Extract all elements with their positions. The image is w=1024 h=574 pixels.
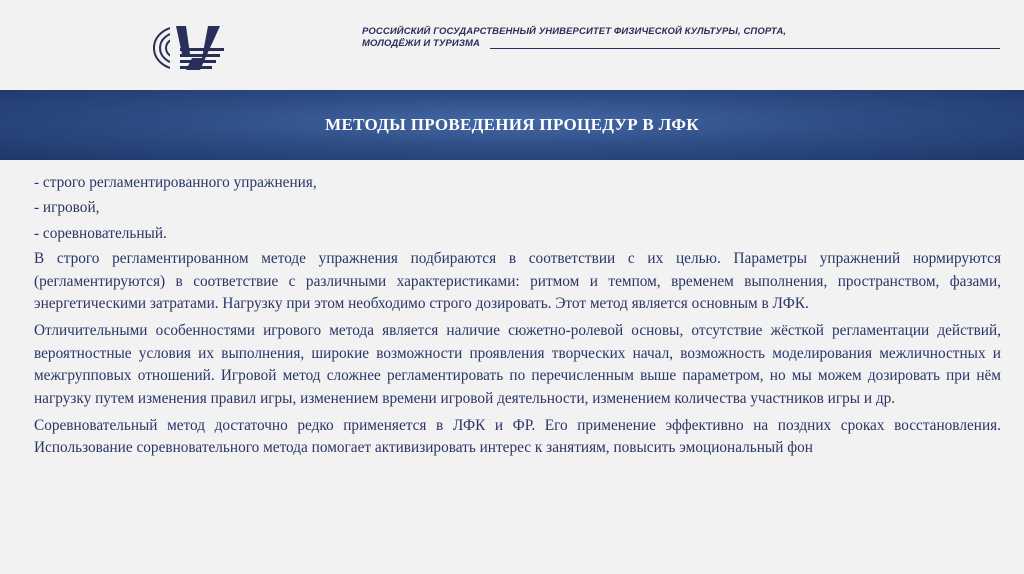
method-list-item: - соревновательный. xyxy=(34,224,167,242)
slide-content xyxy=(34,172,1001,465)
university-name-line1: РОССИЙСКИЙ ГОСУДАРСТВЕННЫЙ УНИВЕРСИТЕТ ФИЗИЧЕСКОЙ КУЛЬТУРЫ, СПОРТА, xyxy=(362,26,787,37)
slide-title: МЕТОДЫ ПРОВЕДЕНИЯ ПРОЦЕДУР В ЛФК xyxy=(325,115,699,134)
university-logo-icon xyxy=(150,18,230,76)
paragraph-regulated-method: В строго регламентированном методе упражнения подбираются в соответствии с их целью. Параметры упражнений нормируются (регламентируются) в соответствие с различными характеристиками: ритмом и темпом, временем выполнения, пространством, фазами, энергетическими затратами. Нагрузку при этом необходимо строго дозировать. Этот метод является основным в ЛФК. xyxy=(34,250,1001,313)
title-banner xyxy=(0,90,1024,160)
paragraph-competitive-method: Соревновательный метод достаточно редко применяется в ЛФК и ФР. Его применение эффективно на поздних сроках восстановления. Использование соревновательного метода помогает активизировать интерес к занятиям, повысить эмоциональный фон xyxy=(34,417,1001,457)
university-name-line2: МОЛОДЁЖИ И ТУРИЗМА xyxy=(362,38,481,49)
method-list-item: - игровой, xyxy=(34,199,100,217)
header-divider xyxy=(490,48,1000,49)
university-name xyxy=(362,26,882,50)
paragraph-game-method: Отличительными особенностями игрового метода является наличие сюжетно-ролевой основы, отсутствие жёсткой регламентации действий, вероятностные условия их выполнения, широкие возможности проявления творческих начал, возможность моделирования межличностных и межгрупповых отношений. Игровой метод сложнее регламентировать по перечисленным выше параметром, но мы можем дозировать при нём нагрузку путем изменения правил игры, изменением времени игровой деятельности, изменением количества участников игры и др. xyxy=(34,322,1001,407)
header xyxy=(0,0,1024,90)
method-list-item: - строго регламентированного упражнения, xyxy=(34,174,317,191)
